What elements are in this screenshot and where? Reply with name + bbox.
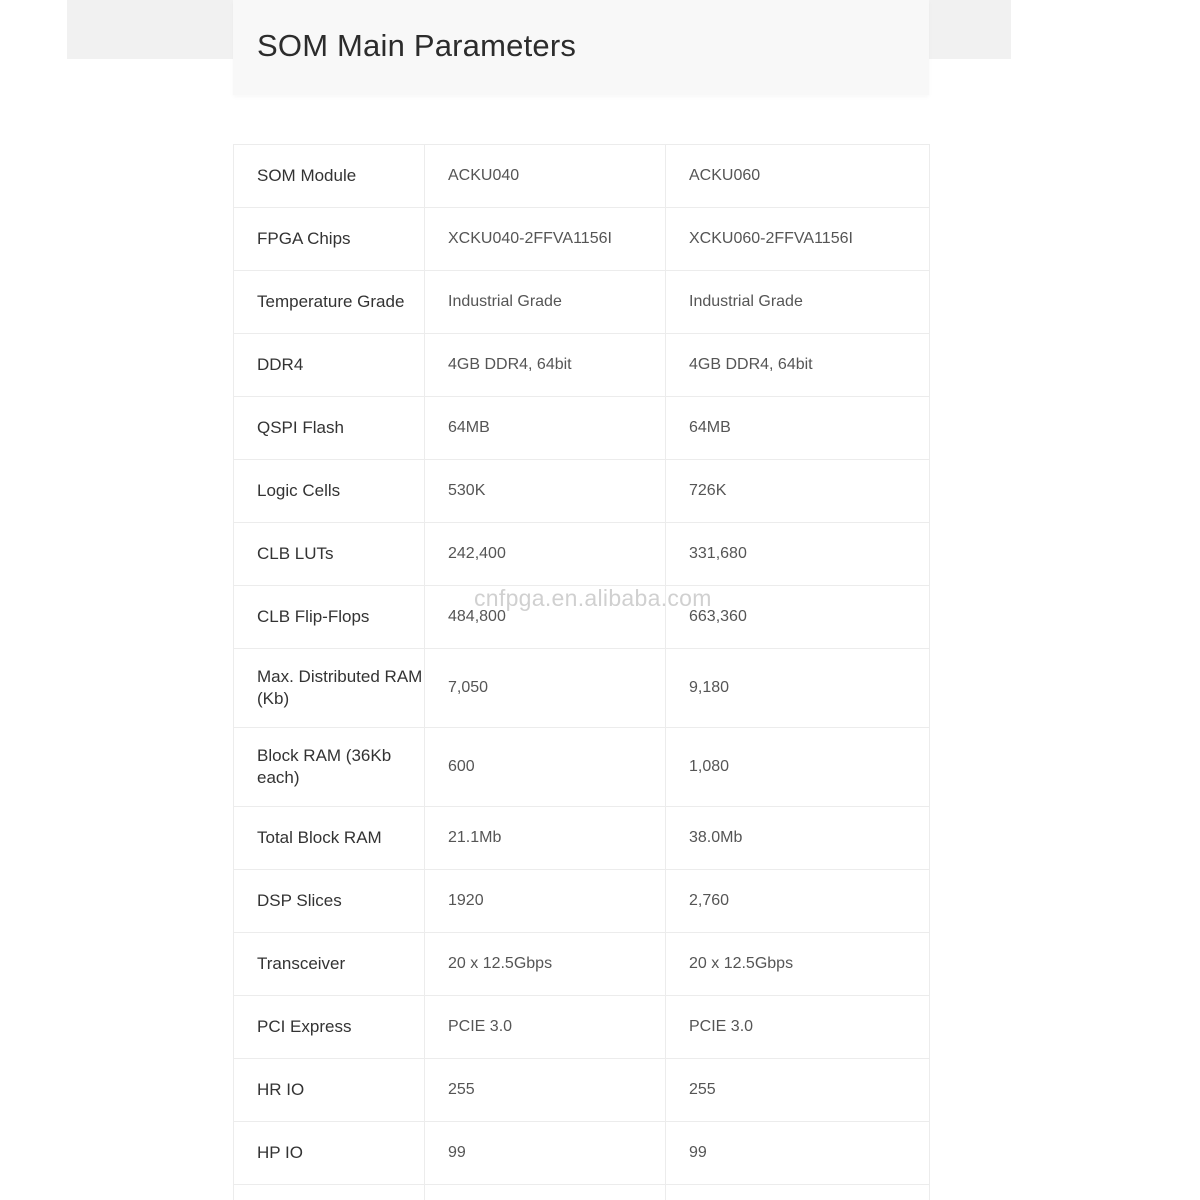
value-acku060: XCKU060-2FFVA1156I <box>666 208 930 271</box>
value-acku060: 331,680 <box>666 523 930 586</box>
table-row <box>234 271 930 334</box>
value-acku040: 530K <box>425 460 666 523</box>
row-label: SOM Module <box>234 145 425 208</box>
empty-cell <box>666 1185 930 1200</box>
value-acku060: 2,760 <box>666 870 930 933</box>
row-label: Logic Cells <box>234 460 425 523</box>
value-acku040: 99 <box>425 1122 666 1185</box>
table-row <box>234 807 930 870</box>
row-label: Transceiver <box>234 933 425 996</box>
value-acku040: 64MB <box>425 397 666 460</box>
table-row <box>234 334 930 397</box>
value-acku060: 99 <box>666 1122 930 1185</box>
row-label: HR IO <box>234 1059 425 1122</box>
table-row <box>234 586 930 649</box>
table-row <box>234 1122 930 1185</box>
row-label: DSP Slices <box>234 870 425 933</box>
value-acku040: ACKU040 <box>425 145 666 208</box>
parameters-table <box>233 144 930 1200</box>
value-acku060: ACKU060 <box>666 145 930 208</box>
row-label: PCI Express <box>234 996 425 1059</box>
value-acku060: 38.0Mb <box>666 807 930 870</box>
table-row <box>234 208 930 271</box>
value-acku040: 1920 <box>425 870 666 933</box>
row-label: Max. Distributed RAM (Kb) <box>234 649 425 728</box>
table-row <box>234 1059 930 1122</box>
row-label: QSPI Flash <box>234 397 425 460</box>
page-title: SOM Main Parameters <box>257 28 577 63</box>
row-label: Temperature Grade <box>234 271 425 334</box>
value-acku040: 484,800 <box>425 586 666 649</box>
row-label: Block RAM (36Kb each) <box>234 728 425 807</box>
table-row <box>234 728 930 807</box>
empty-cell <box>234 1185 425 1200</box>
value-acku040: 255 <box>425 1059 666 1122</box>
row-label: CLB LUTs <box>234 523 425 586</box>
value-acku040: 600 <box>425 728 666 807</box>
table-row <box>234 397 930 460</box>
empty-cell <box>425 1185 666 1200</box>
watermark: cnfpga.en.alibaba.com <box>474 585 712 611</box>
table-row <box>234 649 930 728</box>
row-label: FPGA Chips <box>234 208 425 271</box>
value-acku060: 1,080 <box>666 728 930 807</box>
table-row <box>234 870 930 933</box>
value-acku040: Industrial Grade <box>425 271 666 334</box>
value-acku060: PCIE 3.0 <box>666 996 930 1059</box>
value-acku060: 20 x 12.5Gbps <box>666 933 930 996</box>
row-label: DDR4 <box>234 334 425 397</box>
table-row <box>234 996 930 1059</box>
row-label: CLB Flip-Flops <box>234 586 425 649</box>
row-label: HP IO <box>234 1122 425 1185</box>
value-acku060: 663,360 <box>666 586 930 649</box>
value-acku060: 4GB DDR4, 64bit <box>666 334 930 397</box>
value-acku040: 242,400 <box>425 523 666 586</box>
value-acku040: PCIE 3.0 <box>425 996 666 1059</box>
value-acku060: 64MB <box>666 397 930 460</box>
value-acku060: 255 <box>666 1059 930 1122</box>
value-acku040: 20 x 12.5Gbps <box>425 933 666 996</box>
table-row <box>234 460 930 523</box>
value-acku060: 9,180 <box>666 649 930 728</box>
value-acku060: Industrial Grade <box>666 271 930 334</box>
value-acku040: XCKU040-2FFVA1156I <box>425 208 666 271</box>
value-acku040: 4GB DDR4, 64bit <box>425 334 666 397</box>
table-row-partial <box>234 1185 930 1200</box>
table-row <box>234 523 930 586</box>
table-row <box>234 933 930 996</box>
value-acku040: 7,050 <box>425 649 666 728</box>
value-acku060: 726K <box>666 460 930 523</box>
title-card <box>233 0 929 95</box>
table-row <box>234 145 930 208</box>
value-acku040: 21.1Mb <box>425 807 666 870</box>
row-label: Total Block RAM <box>234 807 425 870</box>
